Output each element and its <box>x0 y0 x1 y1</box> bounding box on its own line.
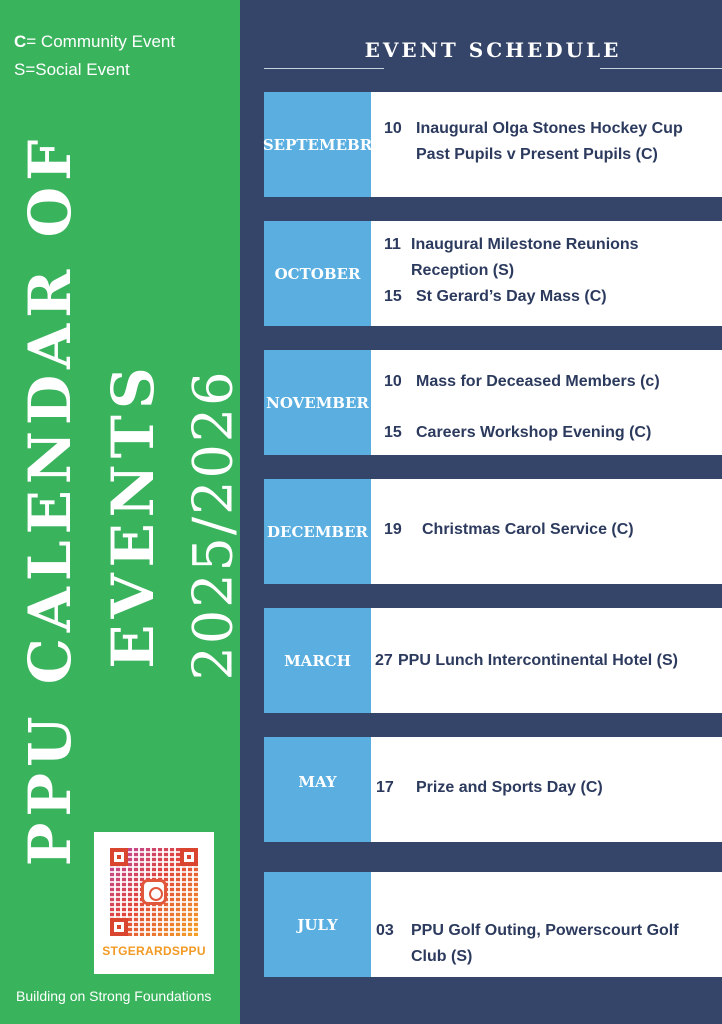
heading-rule-left <box>264 68 384 69</box>
sidebar: C= Community Event S=Social Event PPU CALENDAR OF EVENTS 2025/2026 STGERARDSPPU Building on Strong Foundations <box>0 0 240 1024</box>
event-title: PPU Golf Outing, Powerscourt Golf Club (S) <box>411 922 679 965</box>
event-day: 15 <box>384 424 402 441</box>
event-title: PPU Lunch Intercontinental Hotel (S) <box>398 652 679 669</box>
event-title: Mass for Deceased Members (c) <box>416 373 660 390</box>
event-title: Careers Workshop Evening (C) <box>416 424 652 441</box>
event-day: 10 <box>384 373 402 390</box>
event-day: 15 <box>384 288 402 305</box>
event-day: 19 <box>384 521 402 538</box>
month-label: OCTOBER <box>264 221 371 326</box>
qr-finder-top-left <box>110 848 128 866</box>
month-label: NOVEMBER <box>264 350 371 455</box>
event-day: 11 <box>384 236 401 253</box>
event-title: Christmas Carol Service (C) <box>422 521 634 538</box>
month-label: DECEMBER <box>264 479 371 584</box>
qr-handle: STGERARDSPPU <box>102 944 206 958</box>
month-label: MAY <box>264 737 371 842</box>
event-title: Inaugural Milestone Reunions Reception (S) <box>411 236 639 279</box>
event-title: St Gerard’s Day Mass (C) <box>416 288 607 305</box>
instagram-icon <box>141 879 167 905</box>
heading-rule-right <box>600 68 722 69</box>
event-day: 10 <box>384 120 402 137</box>
month-row-may <box>264 737 722 842</box>
month-label: MARCH <box>264 608 371 713</box>
month-row-march <box>264 608 722 713</box>
legend-social: S=Social Event <box>14 60 130 79</box>
month-row-november <box>264 350 722 455</box>
month-row-october <box>264 221 722 326</box>
month-label: JULY <box>264 872 371 977</box>
event-day: 17 <box>376 779 394 796</box>
qr-finder-bottom-left <box>110 918 128 936</box>
legend <box>14 28 175 84</box>
month-row-september <box>264 92 722 197</box>
legend-community: C= Community Event <box>14 32 176 51</box>
event-day: 27 <box>375 652 393 669</box>
event-title: Inaugural Olga Stones Hockey Cup Past Pupils v Present Pupils (C) <box>416 120 683 163</box>
qr-finder-top-right <box>180 848 198 866</box>
qr-code-card[interactable] <box>94 832 214 974</box>
event-title: Prize and Sports Day (C) <box>416 779 603 796</box>
month-row-december <box>264 479 722 584</box>
footer-tagline: Building on Strong Foundations <box>16 988 212 1004</box>
event-day: 03 <box>376 922 394 939</box>
schedule-heading: EVENT SCHEDULE <box>364 38 622 62</box>
month-label: SEPTEMEBR <box>264 92 371 197</box>
month-row-july <box>264 872 722 977</box>
